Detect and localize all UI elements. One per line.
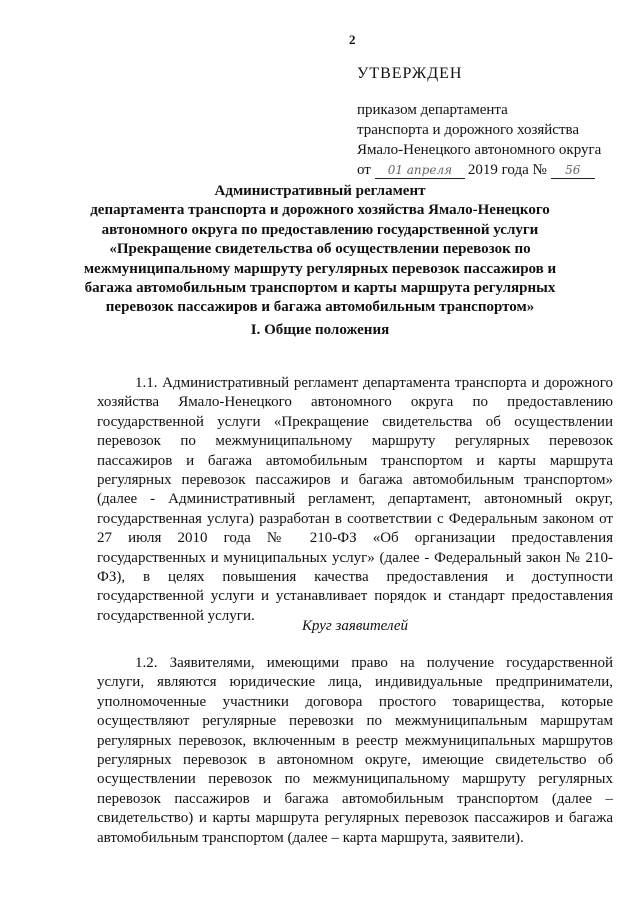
page-number: 2 [349,32,356,47]
document-title [82,182,558,318]
title-line-5: межмуниципальному маршруту регулярных перевозок пассажиров и [83,260,557,277]
approval-date-line [357,160,601,180]
title-line-3: автономного округа по предоставлению государственной услуги [101,221,539,238]
approval-title: УТВЕРЖДЕН [357,65,463,82]
handwritten-date: 01 апреля [375,162,465,179]
date-year: 2019 года № [467,162,547,178]
section-heading: I. Общие положения [250,322,390,338]
title-line-7: перевозок пассажиров и багажа автомобильным транспортом» [105,299,535,316]
subheading-applicants: Круг заявителей [301,618,409,634]
paragraph-1-2: 1.2. Заявителями, имеющими право на получение государственной услуги, являются юридические лица, индивидуальные предприниматели, уполномоченные участники договора простого товарищества, которые осуществляют регулярные перевозки по межмуниципальным маршрутам регулярных перевозок, включенным в реестр межмуниципальных маршрутов регулярных перевозок в автономном округе, имеющие свидетельство об осуществлении перевозок по межмуниципальному маршруту регулярных перевозок пассажиров и багажа автомобильным транспортом (далее – свидетельство) и карты маршрута регулярных перевозок пассажиров и багажа автомобильным транспортом (далее – карта маршрута, заявители). [97,655,613,846]
title-line-1: Административный регламент [214,183,426,199]
approval-line-1: приказом департамента [357,102,508,118]
title-line-4: «Прекращение свидетельства об осуществлении перевозок по [109,241,531,258]
approval-stamp [357,64,601,180]
title-line-2: департамента транспорта и дорожного хозяйства Ямало-Ненецкого [90,202,550,219]
handwritten-order-number: 56 [551,162,595,179]
approval-line-2: транспорта и дорожного хозяйства [357,122,580,138]
title-line-6: багажа автомобильным транспортом и карты маршрута регулярных [84,280,556,297]
date-prefix: от [357,162,371,178]
approval-line-3: Ямало-Ненецкого автономного округа [357,142,602,158]
paragraph-1-1: 1.1. Административный регламент департамента транспорта и дорожного хозяйства Ямало-Ненецкого автономного округа по предоставлению государственной услуги «Прекращение свидетельства об осуществлении перевозок по межмуниципальному маршруту регулярных перевозок пассажиров и багажа автомобильным транспортом и карты маршрута регулярных перевозок пассажиров и багажа автомобильным транспортом» (далее - Административный регламент, департамент, автономный округ, государственная услуга) разработан в соответствии с Федеральным законом от 27 июля 2010 года № 210-ФЗ «Об организации предоставления государственных и муниципальных услуг» (далее - Федеральный закон № 210-ФЗ), в целях повышения качества предоставления и доступности государственной услуги и устанавливает порядок и стандарт предоставления государственной услуги. [97,375,613,624]
